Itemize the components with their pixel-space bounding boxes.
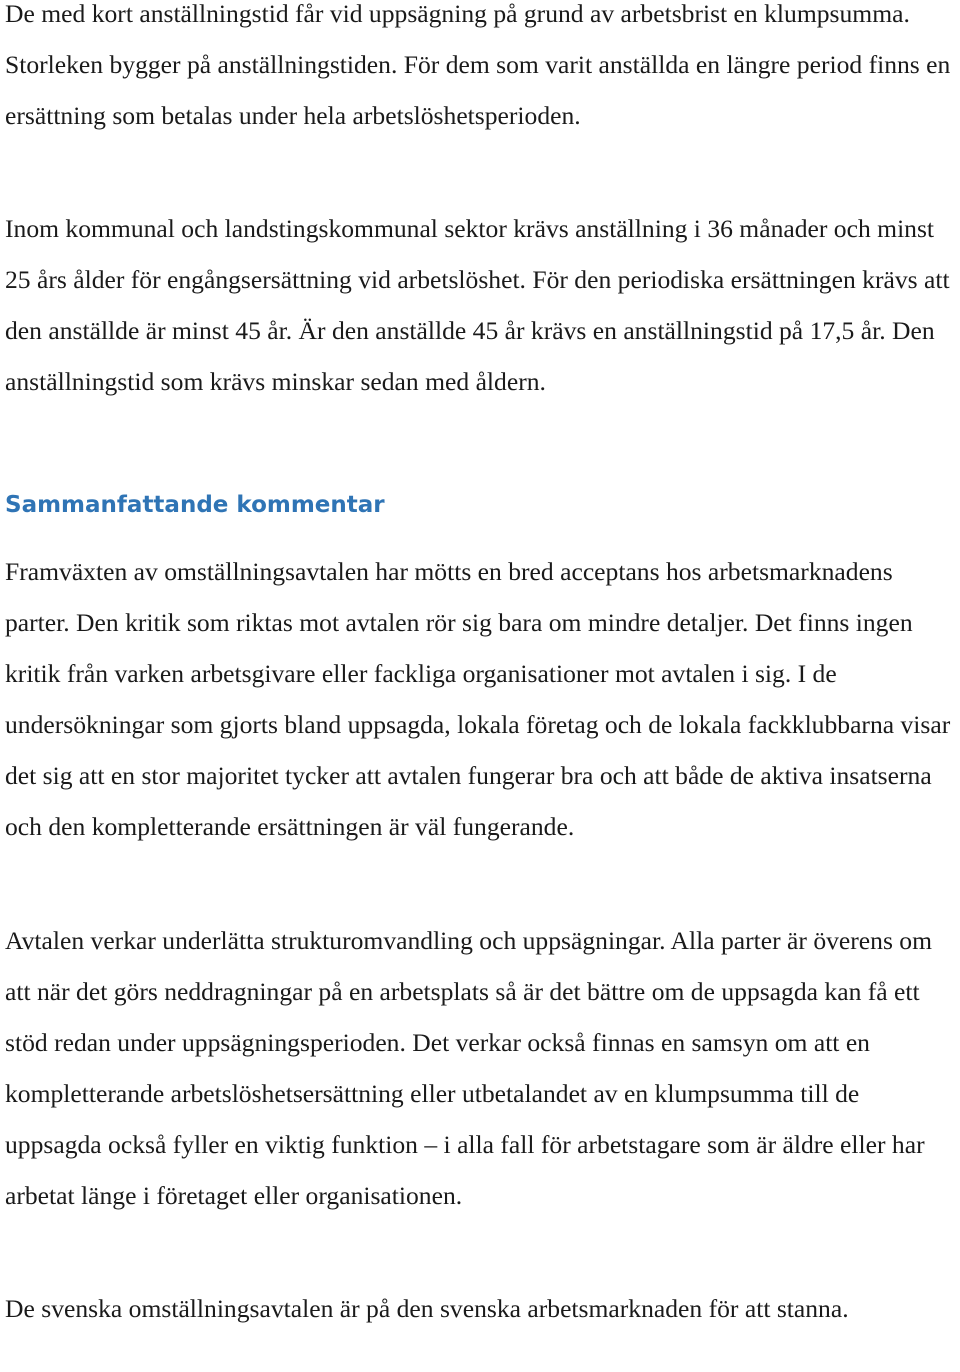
paragraph-acceptance: Framväxten av omställningsavtalen har mötts en bred acceptans hos arbetsmarknadens parter. Den kritik som riktas mot avtalen rör sig bara om mindre detaljer. Det finns ingen kritik från varken arbetsgivare eller fackliga organisationer mot avtalen i sig. I de undersökningar som gjorts bland uppsagda, lokala företag och de lokala fackklubbarna visar det sig att en stor majoritet tycker att avtalen fungerar bra och att både de aktiva insatserna och den kompletterande ersättningen är väl fungerande. [5,557,951,841]
paragraph-structural-change: Avtalen verkar underlätta strukturomvandling och uppsägningar. Alla parter är överens om att när det görs neddragningar på en arbetsplats så är det bättre om de uppsagda kan få ett stöd redan under uppsägningsperioden. Det verkar också finnas en samsyn om att en kompletterande arbetslöshetsersättning eller utbetalandet av en klumpsumma till de uppsagda också fyller en viktig funktion – i alla fall för arbetstagare som är äldre eller har arbetat länge i företaget eller organisationen. [5,926,933,1210]
paragraph-severance-intro: De med kort anställningstid får vid uppsägning på grund av arbetsbrist en klumpsumma. Storleken bygger på anställningstiden. För dem som varit anställda en längre period finns en ersättning som betalas under hela arbetslöshetsperioden. [5,0,951,130]
paragraph-conclusion: De svenska omställningsavtalen är på den svenska arbetsmarknaden för att stanna. [5,1294,849,1323]
section-heading: Sammanfattande kommentar [5,492,385,518]
paragraph-municipal-sector: Inom kommunal och landstingskommunal sektor krävs anställning i 36 månader och minst 25 års ålder för engångsersättning vid arbetslöshet. För den periodiska ersättningen krävs att den anställde är minst 45 år. Är den anställde 45 år krävs en anställningstid på 17,5 år. Den anställningstid som krävs minskar sedan med åldern. [5,214,950,396]
